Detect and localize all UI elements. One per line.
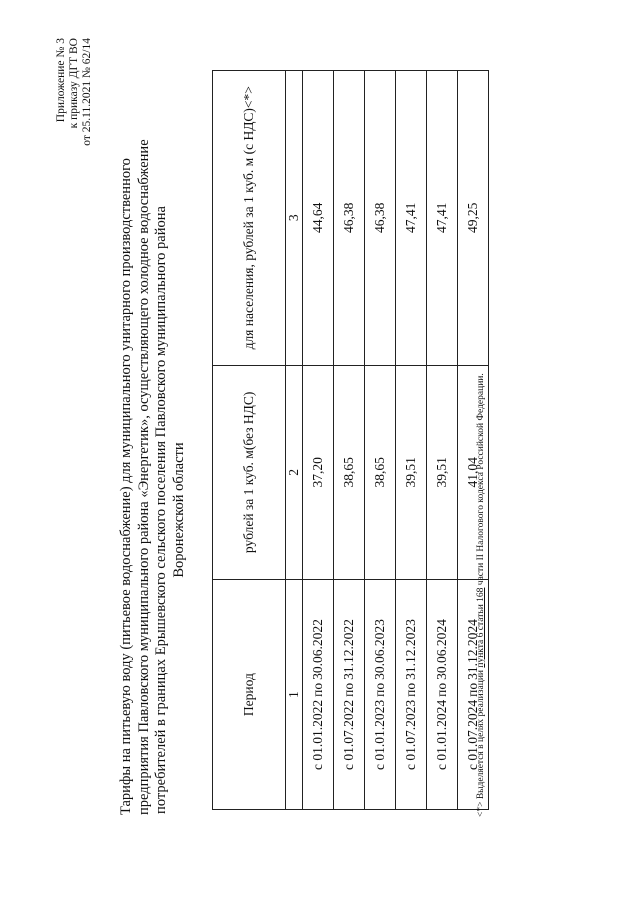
footnote (476, 373, 486, 817)
title-line-2: предприятия Павловского муниципального района «Энергетик», осуществляющего холодное водоснабжение (135, 139, 152, 815)
price-cell: 39,51 (427, 365, 458, 580)
header-price-no-vat: рублей за 1 куб. м(без НДС) (213, 365, 286, 580)
table-row (427, 71, 458, 810)
period-by: по (465, 682, 480, 697)
table-column-numbers-row (286, 71, 303, 810)
appendix-order-date: от 25.11.2021 № 62/14 (81, 38, 93, 146)
table-header-row (213, 71, 286, 810)
period-to: 31.12.2024 (465, 619, 480, 680)
table-row (396, 71, 427, 810)
footnote-law-link[interactable]: пункта 6 статьи 168 (476, 587, 486, 668)
column-number: 2 (286, 365, 303, 580)
table-row (365, 71, 396, 810)
period-from: с 01.01.2023 (372, 699, 387, 771)
period-cell (396, 580, 427, 810)
appendix-order-ref: к приказу ДГТ ВО (68, 38, 80, 129)
period-to: 30.06.2024 (434, 619, 449, 680)
price-cell: 38,65 (334, 365, 365, 580)
title-line-1: Тарифы на питьевую воду (питьевое водоснабжение) для муниципального унитарного производственного (118, 158, 134, 815)
population-price-cell: 44,64 (303, 71, 334, 366)
period-by: по (310, 682, 325, 697)
period-from: с 01.07.2022 (341, 699, 356, 771)
title-line-4: Воронежской области (170, 442, 187, 578)
column-number: 1 (286, 580, 303, 810)
period-by: по (372, 682, 387, 697)
population-price-cell: 47,41 (427, 71, 458, 366)
period-cell (365, 580, 396, 810)
price-cell: 37,20 (303, 365, 334, 580)
period-by: по (434, 682, 449, 697)
period-to: 30.06.2023 (372, 619, 387, 680)
period-from: с 01.07.2023 (403, 699, 418, 771)
title-line-3: потребителей в границах Ерышевского сельского поселения Павловского муниципального района (153, 206, 169, 814)
price-cell: 39,51 (396, 365, 427, 580)
table-row (334, 71, 365, 810)
period-cell (303, 580, 334, 810)
period-cell (427, 580, 458, 810)
header-price-population: для населения, рублей за 1 куб. м (с НДС)<*> (213, 71, 286, 366)
population-price-cell: 46,38 (334, 71, 365, 366)
footnote-suffix: части II Налогового кодекса Российской Федерации. (476, 373, 486, 588)
period-from: с 01.01.2022 (310, 699, 325, 771)
header-period: Период (213, 580, 286, 810)
period-from: с 01.07.2024 (465, 699, 480, 771)
footnote-prefix: <*> Выделяется в целях реализации (476, 667, 486, 817)
period-cell (334, 580, 365, 810)
period-to: 31.12.2022 (341, 619, 356, 680)
period-to: 30.06.2022 (310, 619, 325, 680)
period-by: по (341, 682, 356, 697)
appendix-number: Приложение № 3 (55, 38, 67, 123)
price-cell: 41,04 (458, 365, 489, 580)
appendix-header (55, 38, 94, 146)
period-by: по (403, 682, 418, 697)
table-row (303, 71, 334, 810)
column-number: 3 (286, 71, 303, 366)
period-to: 31.12.2023 (403, 619, 418, 680)
population-price-cell: 49,25 (458, 71, 489, 366)
tariff-table (212, 70, 489, 810)
document-title (118, 139, 188, 815)
population-price-cell: 46,38 (365, 71, 396, 366)
price-cell: 38,65 (365, 365, 396, 580)
period-from: с 01.01.2024 (434, 699, 449, 771)
population-price-cell: 47,41 (396, 71, 427, 366)
